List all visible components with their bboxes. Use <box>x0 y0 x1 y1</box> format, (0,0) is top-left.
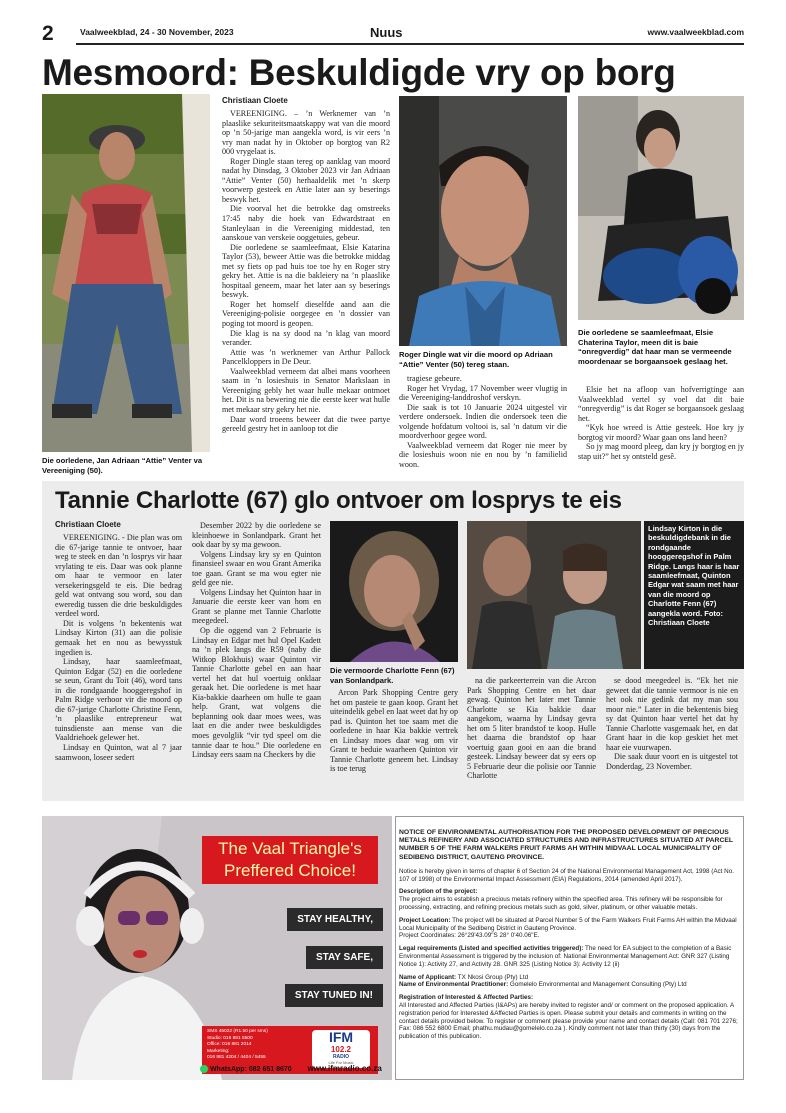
photo-roger-dingle <box>399 96 567 346</box>
story1-column-1 <box>222 109 390 469</box>
article-paragraph: Volgens Lindsay het Quinton haar in Januarie die eerste keer van hom en Grant se planne met Tannie Charlotte meegedeel. <box>192 587 321 626</box>
article-paragraph: Die oorledene se saamleefmaat, Elsie Katarina Taylor (53), beweer Attie was die betrokke middag met sy fiets op pad huis toe toe hy en Roger stry gekry het. Attie is na die bakleiery na ’n plaaslike hospitaal geneem, maar het later aan sy beserings beswyk. <box>222 242 390 300</box>
page-number: 2 <box>42 22 54 45</box>
story2-headline: Tannie Charlotte (67) glo ontvoer om losprys te eis <box>55 487 622 514</box>
story1-column-2 <box>399 374 567 474</box>
article-paragraph: Roger het Vrydag, 17 November weer vlugtig in die Vereeniging-landdroshof verskyn. <box>399 383 567 403</box>
article-paragraph: Vaalweekblad verneem dat Roger nie meer by die losieshuis woon nie en nou by ’n familielid woon. <box>399 440 567 469</box>
article-paragraph: Vaalweekblad verneem dat albei mans voorheen saam in ’n losieshuis in Senator Markslaan in Vereeniging gebly het waar hulle mekaar ontmoet het. Dit is na bewering nie die eerste keer wat hulle met mekaar stry gekry het nie. <box>222 366 390 414</box>
advert-footer <box>200 1064 382 1073</box>
story2-column-1 <box>55 533 182 795</box>
photo-kirton-edgar-court <box>467 521 641 669</box>
notice-registration <box>399 994 743 1041</box>
notice-legal-text: The need for EA subject to the completion of a Basic Environmental Assessment is triggered by the inclusion of: National Environmental Management Act: GNR 327 (Listing Notice 1): Activity 27, and Activity 28. GNR 325 (Listing Notice 3): Activity 12 (ii) <box>399 945 732 968</box>
contact-sms: SMS 45022 (R1.50 per sms) <box>207 1029 268 1034</box>
article-paragraph: Op die oggend van 2 Februarie is Lindsay en Edgar met hul Opel Kadett na ’n plek langs die R59 (naby die Witkop Blokhuis) waar Quinton vir Tannie Charlotte gebel en aan haar vertel het dat hul voertuig onklaar geraak het. Die oorledene is met haar Kia-bakkie daarheen om hulle te gaan help. Grant, wat volgens die beplanning ook daar moes wees, was laat en die ander twee beskuldigdes moes gevolglik “vir tyd speel om die tannie daar te hou.” Die oorledene en Lindsay eers saam na Checkers by die <box>192 626 321 760</box>
article-paragraph: Volgens Lindsay kry sy en Quinton finansieel swaar en wou Grant Amerika toe gaan. Grant se ma wou egter nie geld gee nie. <box>192 549 321 588</box>
caption-elsie: Die oorledene se saamleefmaat, Elsie Chaterina Taylor, meen dit is baie “onregverdig” dat haar man se vermeende moordenaar se borgaansoek geslaag het. <box>578 328 732 366</box>
logo-frequency: 102.2 <box>330 1045 352 1054</box>
article-paragraph: Roger het homself dieselfde aand aan die Vereeniging-polisie oorgegee en ’n dossier van poging tot moord is geopen. <box>222 299 390 329</box>
article-paragraph: Die klag is na sy dood na ’n klag van moord verander. <box>222 328 390 348</box>
publication-date: Vaalweekblad, 24 - 30 November, 2023 <box>80 27 234 37</box>
story2-column-4 <box>467 676 596 796</box>
article-paragraph: Attie was ’n werknemer van Arthur Pallock Pancelkloppers in De Deur. <box>222 347 390 367</box>
article-paragraph: Arcon Park Shopping Centre gery het om pasteie te gaan koop. Grant het uiteindelik gebel en laat weet dat hy op pad is. Quinton het toe saam met die oorledene in haar Kia bakkie vertrek en Lindsay moes daar wag om vir Grant te beduie waarheen Quinton vir Tannie Charlotte geneem het. Lindsay is toe terug <box>330 688 458 774</box>
ifm-logo <box>312 1030 370 1068</box>
advert-website[interactable]: www.ifmradio.co.za <box>307 1064 382 1073</box>
article-paragraph: Desember 2022 by die oorledene se kleinhoewe in Sonlandpark. Grant het ook daar by sy ma gewoon. <box>192 521 321 550</box>
logo-radio: RADIO <box>332 1054 350 1060</box>
notice-intro: Notice is hereby given in terms of chapter 6 of Section 24 of the National Environmental Management Act, 1998 (Act No. 107 of 1998) of the Environmental Impact Assessment (EIA) Regulations, 2014 (amended April 2017). <box>399 867 734 883</box>
article-paragraph: Die saak duur voort en is uitgestel tot Donderdag, 23 November. <box>606 752 738 771</box>
article-paragraph: Daar word troeens beweer dat die twee partye gereeld gestry het in aanloop tot die <box>222 414 390 434</box>
story2-column-5 <box>606 676 738 796</box>
notice-loc-text: The project will be situated at Parcel Number 5 of the Farm Walkers Fruit Farms AH within the Midvaal Local Municipality of the Sedibeng District in Gauteng Province. <box>399 916 737 932</box>
article-paragraph: Dit is volgens ’n bekentenis wat Lindsay Kirton (31) aan die polisie gemaak het en nou as bewysstuk ingedien is. <box>55 618 182 657</box>
article-paragraph: Die saak is tot 10 Januarie 2024 uitgestel vir verdere ondersoek. Indien die ondersoek teen die volgende hofdatum voltooi is, sal ’n datum vir die moordverhoor gegee word. <box>399 402 567 441</box>
slogan-safe: STAY SAFE, <box>306 946 383 969</box>
article-paragraph: VEREENIGING. - Die plan was om die 67-jarige tannie te ontvoer, haar weg te steek en dan ’n losprys vir haar vrylating te eis. Daar was ook planne om haar te vermoor en later versekeringsgeld te eis. Die bedrag geld wat ontvang sou word, sou dan eweredig tussen die drie beskuldigdes verdeel word. <box>55 533 182 619</box>
environmental-notice <box>399 829 743 1077</box>
article-paragraph: VEREENIGING. – ’n Werknemer van ’n plaaslike sekuriteitsmaatskappy wat van die moord op ’n 50-jarige man aangekla word, is vir eers ’n vry man nadat hy in Oktober op borgtog van R2 000 vrygelaat is. <box>222 109 390 157</box>
story1-headline: Mesmoord: Beskuldigde vry op borg <box>42 52 676 93</box>
notice-practitioner-label: Name of Environmental Practitioner: <box>399 981 509 989</box>
article-paragraph: se dood meegedeel is. “Ek het nie geweet dat die tannie vermoor is nie en het ook nie gedink dat my man sou moor nie.” Later in die bekentenis bieg sy dat Quinton haar vertel het dat hy Tannie Charlotte vasgemaak het, en dat Grant haar in die kop geskiet het met haar eie vuurwapen. <box>606 676 738 752</box>
slogan-healthy: STAY HEALTHY, <box>287 908 383 931</box>
article-paragraph: Lindsay, haar saamleefmaat, Quinton Edgar (52) en die oorledene se seun, Grant du Toit (46), word tans in die rondgaande hooggeregshof in Palm Ridge verhoor vir die moord op die 67-jarige Charlotte Christine Fenn, ’n plaaslike entrepreneur wat tuinsdienste aan mense van die Vaaldriehoek gelewer het. <box>55 657 182 743</box>
story2-byline: Christiaan Cloete <box>55 520 121 529</box>
story1-byline: Christiaan Cloete <box>222 96 288 105</box>
advert-contacts <box>207 1029 312 1062</box>
caption-charlotte: Die vermoorde Charlotte Fenn (67) van Sonlandpark. <box>330 666 455 685</box>
advert-headline-line1: The Vaal Triangle's <box>218 839 362 858</box>
notice-reg-text: All Interested and Affected Parties (I&APs) are hereby invited to register and/ or comment on the proposed application. A registration period for Interested &Affected Parties is open. Please submit your details and comments in writing on the contact details provided below. To register or comment please provide your name and contact details (Call: 081 701 2276; Fax: 086 552 6800 Email; phathu.mudau@gomelelo.co.za ). Kindly comment not later than thirty (30) days from the publication of this publication. <box>399 1001 738 1041</box>
page-header <box>42 22 744 46</box>
notice-desc-label: Description of the project: <box>399 888 478 896</box>
article-paragraph: Roger Dingle staan tereg op aanklag van moord nadat hy Dinsdag, 3 Oktober 2023 vir Jan Adriaan “Attie” Venter (50) herhaaldelik met ’n skerp voorwerp gesteek en Attie later aan sy beserings beswyk het. <box>222 156 390 204</box>
notice-applicant <box>399 974 743 982</box>
ifm-radio-advert <box>42 816 392 1080</box>
caption-suspects: Lindsay Kirton in die beskuldigdebank in die rondgaande hooggeregshof in Palm Ridge. Langs haar is haar saamleefmaat, Quinton Edgar wat saam met haar van die moord op Charlotte Fenn (67) aangekla word. Foto: Christiaan Cloete <box>648 524 740 628</box>
article-paragraph: na die parkeerterrein van die Arcon Park Shopping Centre en het daar gewag. Quinton het later met Tannie Charlotte se Kia bakkie daar aangekom, waarna hy Lindsay gevra het om 5 liter brandstof te koop. Hulle het daarna die brandstof op haar voertuig gaan gooi en aan die brand gesteek. Lindsay beweer dat sy eers op 5 Februarie deur die polisie oor Tannie Charlotte <box>467 676 596 781</box>
contact-office: Office: 016 881 2014 <box>207 1042 252 1047</box>
globe-icon <box>298 1065 306 1073</box>
story1-column-3 <box>578 385 744 475</box>
story2-column-3 <box>330 688 458 796</box>
advert-slogans <box>237 908 383 1020</box>
notice-legal <box>399 945 743 968</box>
contact-marketing-label: Marketing: <box>207 1048 230 1054</box>
photo-elsie-taylor <box>578 96 744 320</box>
notice-practitioner-name: Gomelelo Environmental and Management Consulting (Pty) Ltd <box>509 981 687 989</box>
caption-roger: Roger Dingle wat vir die moord op Adriaan “Attie” Venter (50) tereg staan. <box>399 350 553 369</box>
notice-legal-label: Legal requirements (Listed and specified activities triggered): <box>399 945 584 953</box>
notice-loc-label: Project Location: <box>399 916 451 924</box>
caption-box-suspects <box>644 521 744 669</box>
article-paragraph: tragiese gebeure. <box>407 374 462 383</box>
section-name: Nuus <box>370 25 403 40</box>
logo-tagline: Life For Music <box>328 1060 354 1065</box>
story2-column-2 <box>192 521 321 795</box>
website-link[interactable]: www.vaalweekblad.com <box>647 27 744 37</box>
notice-desc-text: The project aims to establish a precious metals refinery within the specified area. This refinery will be responsible for processing, extracting, and refining precious metals such as gold, silver, platinum, or other valuable metals. <box>399 896 723 911</box>
whatsapp-icon <box>200 1065 208 1073</box>
header-rule <box>76 43 744 45</box>
advert-headline-banner <box>202 836 378 884</box>
photo-attie-venter <box>42 94 210 452</box>
contact-studio: Studio: 016 881 5500 <box>207 1035 253 1041</box>
advert-headline-line2: Preffered Choice! <box>224 861 356 880</box>
article-paragraph: Elsie het na afloop van hofverrigtinge aan Vaalweekblad vertel sy voel dat dit baie “onregverdig” is dat Roger se borgaansoek geslaag het. <box>578 385 744 423</box>
notice-coordinates: Project Coordinates: 26°29'43.09"S 28° 0'40.06"E. <box>399 932 540 940</box>
notice-reg-label: Registration of Interested & Affected Parties: <box>399 994 534 1002</box>
article-paragraph: So jy mag moord pleeg, dan kry jy borgtog en jy stap uit?” het sy ontsteld gesê. <box>578 442 744 461</box>
notice-location <box>399 917 743 940</box>
notice-practitioner <box>399 981 743 989</box>
whatsapp-number: WhatsApp: 082 651 8670 <box>209 1066 292 1073</box>
article-paragraph: Lindsay en Quinton, wat al 7 jaar saamwoon, loseer sedert <box>55 743 182 762</box>
notice-description <box>399 888 743 911</box>
article-paragraph: “Kyk hoe wreed is Attie gesteek. Hoe kry jy borgtog vir moord? Waar gaan ons land heen? <box>578 423 744 442</box>
logo-ifm: IFM <box>328 1029 354 1045</box>
contact-marketing: 016 881 4204 / 4404 / 5455 <box>207 1055 266 1060</box>
slogan-tuned-in: STAY TUNED IN! <box>285 984 383 1007</box>
notice-title: NOTICE OF ENVIRONMENTAL AUTHORISATION FOR THE PROPOSED DEVELOPMENT OF PRECIOUS METALS REFINERY AND ASSOCIATED STRUCTURES AND INFRASTRUCTURES SITUATED AT PARCEL NUMBER 5 OF THE FARM WALKERS FRUIT FARMS AH WITHIN MIDVAAL LOCAL MUNICIPALITY OF SEDIBENG DISTRICT, GAUTENG PROVINCE. <box>399 829 733 861</box>
notice-applicant-label: Name of Applicant: <box>399 973 457 981</box>
notice-applicant-name: TX Nkosi Group (Pty) Ltd <box>457 973 529 981</box>
caption-attie: Die oorledene, Jan Adriaan “Attie” Venter va Vereeniging (50). <box>42 456 203 475</box>
article-paragraph: Die voorval het die betrokke dag omstreeks 17:45 naby die hoek van Edwardstraat en Stanleylaan in die Vereeniging middestad, ten aanskoue van verskeie ooggetuies, gebeur. <box>222 204 390 243</box>
photo-charlotte-fenn <box>330 521 458 662</box>
